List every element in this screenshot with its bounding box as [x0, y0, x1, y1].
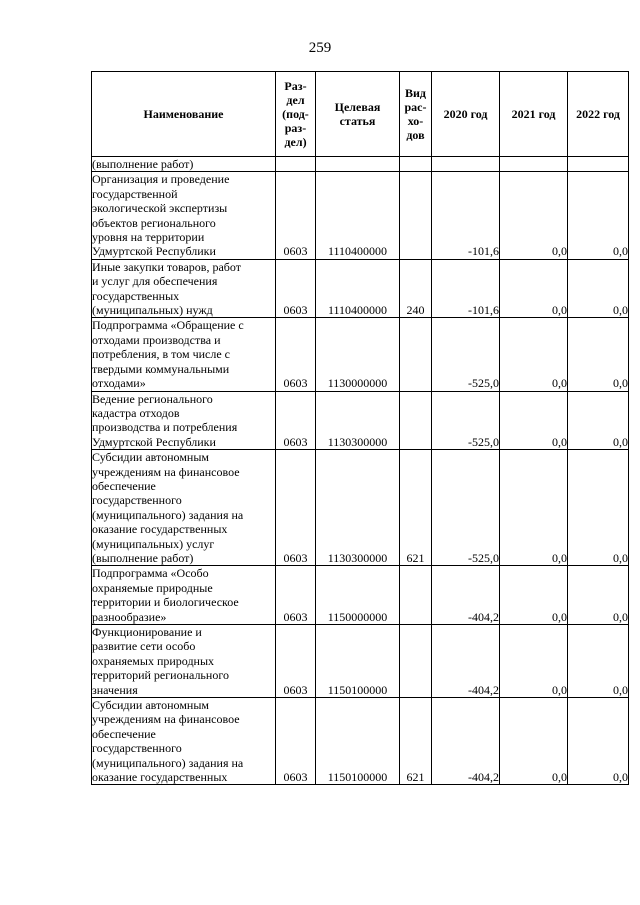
row-target: 1110400000 — [316, 172, 400, 259]
row-target: 1150100000 — [316, 698, 400, 785]
row-name-text: Субсидии автономным учреждениям на финансовое обеспечение государственного (муниципального) задания на оказание государственных — [92, 698, 244, 785]
row-2022: 0,0 — [568, 450, 629, 566]
row-expense — [400, 566, 432, 625]
row-name-text: Ведение регионального кадастра отходов производства и потребления Удмуртской Республики — [92, 391, 238, 449]
row-2021: 0,0 — [500, 566, 568, 625]
row-2020: -525,0 — [432, 391, 500, 450]
row-name — [92, 566, 276, 625]
row-expense — [400, 625, 432, 698]
row-name — [92, 259, 276, 318]
row-2021: 0,0 — [500, 450, 568, 566]
row-2022 — [568, 157, 629, 172]
row-section: 0603 — [276, 318, 316, 391]
row-name — [92, 391, 276, 450]
row-name-text: Подпрограмма «Обращение с отходами производства и потребления, в том числе с твердыми коммунальными отходами» — [92, 318, 244, 391]
row-name — [92, 698, 276, 785]
row-2022: 0,0 — [568, 698, 629, 785]
header-2021-text: 2021 год — [511, 107, 556, 121]
row-name-text: Организация и проведение государственной экологической экспертизы объектов регионального уровня на территории Удмуртской Республики — [92, 172, 230, 259]
header-name — [92, 72, 276, 157]
row-2022: 0,0 — [568, 172, 629, 259]
row-2021: 0,0 — [500, 259, 568, 318]
row-2020 — [432, 157, 500, 172]
header-2022 — [568, 72, 629, 157]
row-name — [92, 157, 276, 172]
row-section: 0603 — [276, 566, 316, 625]
row-expense — [400, 391, 432, 450]
row-2022: 0,0 — [568, 318, 629, 391]
row-2021 — [500, 157, 568, 172]
table-row — [92, 259, 629, 318]
row-2020: -404,2 — [432, 698, 500, 785]
row-2022: 0,0 — [568, 625, 629, 698]
table-row — [92, 625, 629, 698]
table-row — [92, 566, 629, 625]
row-name-text: (выполнение работ) — [92, 157, 194, 171]
row-expense — [400, 157, 432, 172]
row-2020: -525,0 — [432, 450, 500, 566]
table-row — [92, 450, 629, 566]
header-section-text: Раз- дел (под- раз- дел) — [282, 79, 309, 149]
header-2020-text: 2020 год — [443, 107, 488, 121]
header-2020 — [432, 72, 500, 157]
table-row — [92, 172, 629, 259]
page-number: 259 — [308, 40, 332, 56]
table-row — [92, 698, 629, 785]
row-expense: 621 — [400, 450, 432, 566]
row-expense — [400, 318, 432, 391]
row-2022: 0,0 — [568, 259, 629, 318]
table-header-row — [92, 72, 629, 157]
row-name-text: Подпрограмма «Особо охраняемые природные территории и биологическое разнообразие» — [92, 566, 239, 624]
row-name-text: Функционирование и развитие сети особо охраняемых природных территорий регионального значения — [92, 625, 229, 697]
row-2021: 0,0 — [500, 625, 568, 698]
header-2021 — [500, 72, 568, 157]
table-row — [92, 157, 629, 172]
row-section: 0603 — [276, 450, 316, 566]
row-name-text: Иные закупки товаров, работ и услуг для обеспечения государственных (муниципальных) нужд — [92, 259, 241, 318]
row-section: 0603 — [276, 698, 316, 785]
header-target — [316, 72, 400, 157]
table-row — [92, 318, 629, 391]
header-name-text: Наименование — [143, 107, 224, 121]
row-expense — [400, 172, 432, 259]
row-section: 0603 — [276, 625, 316, 698]
row-2021: 0,0 — [500, 698, 568, 785]
row-2020: -404,2 — [432, 625, 500, 698]
row-section: 0603 — [276, 391, 316, 450]
row-2022: 0,0 — [568, 391, 629, 450]
row-target: 1110400000 — [316, 259, 400, 318]
row-2021: 0,0 — [500, 318, 568, 391]
row-2021: 0,0 — [500, 172, 568, 259]
header-2022-text: 2022 год — [576, 107, 620, 121]
header-expense — [400, 72, 432, 157]
row-name — [92, 625, 276, 698]
row-expense: 621 — [400, 698, 432, 785]
row-target: 1150000000 — [316, 566, 400, 625]
row-expense: 240 — [400, 259, 432, 318]
table-row — [92, 391, 629, 450]
row-2020: -404,2 — [432, 566, 500, 625]
row-section — [276, 157, 316, 172]
row-2022: 0,0 — [568, 566, 629, 625]
row-target — [316, 157, 400, 172]
budget-table — [91, 71, 629, 785]
row-name — [92, 318, 276, 391]
header-expense-text: Вид рас- хо- дов — [404, 86, 427, 142]
row-target: 1150100000 — [316, 625, 400, 698]
row-section: 0603 — [276, 172, 316, 259]
row-2021: 0,0 — [500, 391, 568, 450]
row-2020: -101,6 — [432, 172, 500, 259]
header-target-text: Целевая статья — [334, 100, 381, 128]
row-target: 1130300000 — [316, 450, 400, 566]
row-2020: -525,0 — [432, 318, 500, 391]
row-2020: -101,6 — [432, 259, 500, 318]
row-target: 1130300000 — [316, 391, 400, 450]
row-name — [92, 172, 276, 259]
row-target: 1130000000 — [316, 318, 400, 391]
row-section: 0603 — [276, 259, 316, 318]
row-name-text: Субсидии автономным учреждениям на финансовое обеспечение государственного (муниципального) задания на оказание государственных (муниципальных) услуг (выполнение работ) — [92, 450, 244, 565]
header-section — [276, 72, 316, 157]
row-name — [92, 450, 276, 566]
